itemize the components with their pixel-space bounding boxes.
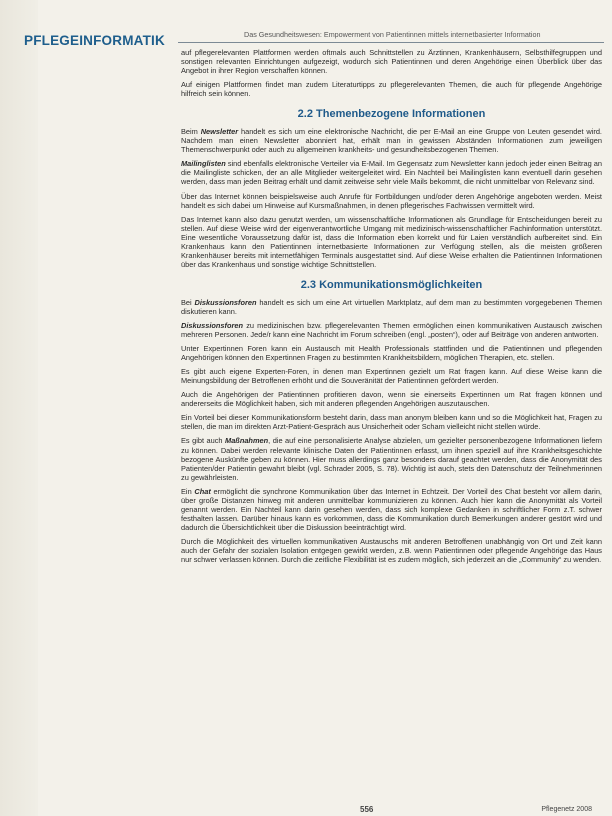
paragraph: Auf einigen Plattformen findet man zudem Literaturtipps zu pflegerelevanten Themen, die auch für pflegende Angehörige hilfreich sein können. — [181, 80, 602, 99]
paragraph: Unter Expertinnen Foren kann ein Austausch mit Health Professionals stattfinden und die Patientinnen und pflegenden Angehörigen können den Expertinnen Fragen zu bestimmten Krankheitsbildern, möglichen Therapien, etc. stellen. — [181, 344, 602, 363]
paragraph: auf pflegerelevanten Plattformen werden oftmals auch Schnittstellen zu Ärztinnen, Krankenhäusern, Selbsthilfegruppen und sonstigen relevanten Einrichtungen aufgezeigt, wodurch sich Patientinnen und deren Angehörige einen Überblick über das Angebot in ihrer Region verschaffen können. — [181, 48, 602, 76]
paragraph: Auch die Angehörigen der Patientinnen profitieren davon, wenn sie einerseits Expertinnen um Rat fragen können und andererseits die Möglichkeit haben, sich mit anderen pflegenden Angehörigen auszutauschen. — [181, 390, 602, 409]
journal-logo: PFLEGEINFORMATIK — [24, 33, 165, 48]
paragraph: Ein Chat ermöglicht die synchrone Kommunikation über das Internet in Echtzeit. Der Vorteil des Chat besteht vor allem darin, über große Distanzen hinweg mit anderen unmittelbar kommunizieren zu können. Auch hier kann die Anonymität als Vorteil genannt werden. Ein Nachteil kann darin gesehen werden, dass sich komplexe Gedanken in schriftlicher Form z.T. schwer festhalten lassen. Darüber hinaus kann es vorkommen, dass die Kommunikation durch Bemerkungen anderer gestört wird und dadurch die Übersichtlichkeit über die Diskussion beeinträchtigt wird. — [181, 486, 602, 532]
page-number: 556 — [360, 805, 374, 814]
paragraph: Durch die Möglichkeit des virtuellen kommunikativen Austauschs mit anderen Betroffenen unabhängig von Ort und Zeit kann auch der Gefahr der sozialen Isolation entgegen gewirkt werden, z.B. wenn Patientinnen oder pflegende Angehörige das Haus nur schwer verlassen können. Durch die zeitliche Flexibilität ist es zudem möglich, sich jederzeit an die „Community“ zu wenden. — [181, 536, 602, 565]
paragraph: Ein Vorteil bei dieser Kommunikationsform besteht darin, dass man anonym bleiben kann und so die Möglichkeit hat, Fragen zu stellen, die man im direkten Arzt-Patient-Gespräch aus Unsicherheit oder Scham vielleicht nicht stellen würde. — [181, 413, 602, 432]
paragraph: Beim Newsletter handelt es sich um eine elektronische Nachricht, die per E-Mail an eine Gruppe von Leuten gesendet wird. Nachdem man einen Newsletter abonniert hat, erhält man in gewissen Abständen Informationen zum jeweiligen Themenschwerpunkt oder auch zu allgemeinen krankheits- und gesundheitsbezogenen Themen. — [181, 127, 602, 155]
paragraph: Diskussionsforen zu medizinischen bzw. pflegerelevanten Themen ermöglichen einen kommunikativen Austausch zwischen mehreren Personen. Jede/r kann eine Nachricht im Forum schreiben (engl. „posten“), oder auf Beiträge von anderen antworten. — [181, 320, 602, 340]
page-margin-band — [0, 0, 38, 816]
paragraph: Es gibt auch eigene Experten-Foren, in denen man Expertinnen gezielt um Rat fragen kann. Auf diese Weise kann die Meinungsbildung der Betroffenen erhöht und die Souveränität der Patientinnen gefördert werden. — [181, 367, 602, 386]
paragraph: Mailinglisten sind ebenfalls elektronische Verteiler via E-Mail. Im Gegensatz zum Newsletter kann jedoch jeder einen Beitrag an die Mailingliste schicken, der an alle Mitglieder weitergeleitet wird. Ein Nachteil bei Mailinglisten kann eventuell darin gesehen werden, dass man jeden Beitrag erhält und damit zeitweise sehr viele Mails bekommt, die nicht unmittelbar von Relevanz sind. — [181, 159, 602, 187]
paragraph: Bei Diskussionsforen handelt es sich um eine Art virtuellen Marktplatz, auf dem man zu bestimmten vorgegebenen Themen diskutieren kann. — [181, 297, 602, 316]
header-divider — [178, 42, 604, 43]
running-title: Das Gesundheitswesen: Empowerment von Patientinnen mittels internetbasierter Information — [244, 30, 541, 39]
section-heading: 2.3 Kommunikationsmöglichkeiten — [300, 278, 483, 291]
journal-name: Pflegenetz 2008 — [541, 806, 592, 813]
paragraph: Es gibt auch Maßnahmen, die auf eine personalisierte Analyse abzielen, um gezielter personenbezogene Informationen liefern zu können. Dabei werden relevante klinische Daten der Patientinnen erfasst, um ihnen speziell auf ihre Krankheitsgeschichte bezogene Auskünfte geben zu können. Hier muss allerdings ganz besonders darauf geachtet werden, dass die Anonymität des Patienten/der Patientin gewahrt bleibt (vgl. Schrader 2005, S. 78). Wichtig ist auch, stets den Datenschutz der Teilnehmerinnen zu gewährleisten. — [181, 436, 602, 482]
page-footer — [360, 805, 600, 816]
section-heading: 2.2 Themenbezogene Informationen — [297, 108, 486, 121]
paragraph: Das Internet kann also dazu genutzt werden, um wissenschaftliche Informationen als Grundlage für Entscheidungen bereit zu stellen. Auf diese Weise wird der eigenverantwortliche Umgang mit medizinisch-wissenschaftlicher Fachinformation unterstützt. Eine wesentliche Voraussetzung dafür ist, dass die Information eben korrekt und für Laien verständlich aufbereitet sind. Ein Krankenhaus kann den Patientinnen internetbasierte Informationen zur Verfügung stellen, als die meisten größeren Krankenhäuser bereits mit internetfähigen Terminals ausgestattet sind. Auf diese Weise erhalten die Patientinnen Informationen über das Krankenhaus und sonstige wichtige Schnittstellen. — [181, 214, 602, 269]
paragraph: Über das Internet können beispielsweise auch Anrufe für Fortbildungen und/oder deren Angehörige angeboten werden. Meist handelt es sich dabei um Hinweise auf Kursmaßnahmen, in denen pflegerisches Fachwissen vermittelt wird. — [181, 191, 602, 210]
article-body — [181, 48, 602, 569]
